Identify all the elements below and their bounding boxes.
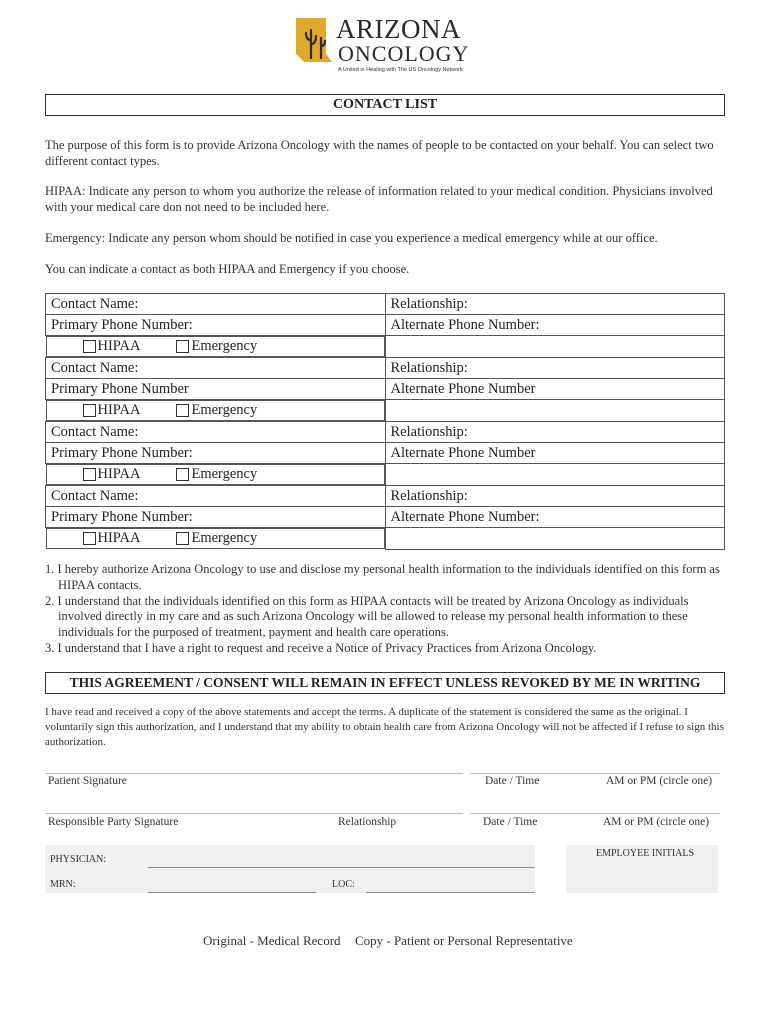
- acknowledgement-paragraph: I have read and received a copy of the above statements and accept the terms. A duplicate of the statement is considered the same as the original. I voluntarily sign this authorization, and I understand that my ability to obtain health care from Arizona Oncology will not be affected if I refuse to sign this authorization.: [45, 706, 724, 748]
- mrn-label: MRN:: [50, 879, 76, 890]
- am-pm-label: AM or PM (circle one): [603, 816, 710, 828]
- empty-cell: [385, 464, 725, 486]
- contact-row-phone: [46, 443, 725, 464]
- arizona-state-cactus-icon: [296, 18, 332, 62]
- am-pm-label: AM or PM (circle one): [606, 775, 713, 787]
- primary-phone-field[interactable]: Primary Phone Number:: [46, 315, 386, 336]
- checkbox-square-icon[interactable]: [83, 468, 96, 481]
- checkbox-square-icon[interactable]: [176, 404, 189, 417]
- contact-type-cell: [46, 528, 385, 549]
- contact-row-name: [46, 422, 725, 443]
- loc-line[interactable]: [366, 892, 534, 893]
- relationship-field[interactable]: Relationship:: [385, 294, 725, 315]
- arizona-oncology-logo: [292, 14, 472, 76]
- statement-item: 2. I understand that the individuals identified on this form as HIPAA contacts will be treated by Arizona Oncology as individuals involved directly in my care and as such Arizona Oncology will be allowed to release my personal health information to these individuals for the purposed of treatment, payment and health care operations.: [45, 593, 689, 640]
- primary-phone-field[interactable]: Primary Phone Number:: [46, 443, 386, 464]
- empty-cell: [385, 400, 725, 422]
- patient-signature-line[interactable]: [45, 773, 463, 774]
- contact-type-cell: [46, 464, 385, 485]
- office-use-panel: [45, 845, 535, 893]
- hipaa-label: HIPAA: [97, 338, 141, 354]
- logo-title: ARIZONA: [336, 14, 461, 44]
- statement-item: 3. I understand that I have a right to request and receive a Notice of Privacy Practices from Arizona Oncology.: [45, 640, 597, 655]
- statements-list: [45, 562, 725, 657]
- employee-initials-label: EMPLOYEE INITIALS: [596, 848, 695, 859]
- emergency-label: Emergency: [191, 402, 258, 418]
- purpose-paragraph: The purpose of this form is to provide Arizona Oncology with the names of people to be contacted on your behalf. You can select two different contact types.: [45, 138, 714, 168]
- contact-row-type: [46, 336, 725, 358]
- emergency-label: Emergency: [191, 338, 258, 354]
- contact-row-name: [46, 486, 725, 507]
- contact-row-name: [46, 294, 725, 315]
- alternate-phone-field[interactable]: Alternate Phone Number:: [385, 507, 725, 528]
- checkbox-square-icon[interactable]: [83, 404, 96, 417]
- primary-phone-field[interactable]: Primary Phone Number: [46, 379, 386, 400]
- mrn-line[interactable]: [148, 892, 316, 893]
- checkbox-square-icon[interactable]: [83, 340, 96, 353]
- hipaa-checkbox[interactable]: [83, 402, 141, 419]
- contact-row-phone: [46, 379, 725, 400]
- physician-line[interactable]: [148, 867, 534, 868]
- hipaa-label: HIPAA: [97, 466, 141, 482]
- emergency-checkbox[interactable]: [176, 402, 257, 419]
- hipaa-label: HIPAA: [97, 530, 141, 546]
- responsible-party-signature-line[interactable]: [45, 813, 463, 814]
- checkbox-square-icon[interactable]: [176, 468, 189, 481]
- hipaa-checkbox[interactable]: [83, 466, 141, 483]
- both-paragraph: You can indicate a contact as both HIPAA and Emergency if you choose.: [45, 262, 410, 276]
- date-time-line[interactable]: [470, 813, 720, 814]
- contact-name-field[interactable]: Contact Name:: [46, 422, 386, 443]
- checkbox-square-icon[interactable]: [176, 340, 189, 353]
- emergency-label: Emergency: [191, 466, 258, 482]
- alternate-phone-field[interactable]: Alternate Phone Number:: [385, 315, 725, 336]
- date-time-label: Date / Time: [483, 816, 538, 828]
- contact-row-type: [46, 400, 725, 422]
- responsible-party-label: Responsible Party Signature: [48, 816, 179, 828]
- alternate-phone-field[interactable]: Alternate Phone Number: [385, 443, 725, 464]
- statement-item: 1. I hereby authorize Arizona Oncology to use and disclose my personal health information to the individuals identified on this form as HIPAA contacts.: [45, 562, 720, 592]
- footer-original: Original - Medical Record: [203, 933, 341, 948]
- relationship-label: Relationship: [338, 816, 397, 828]
- hipaa-checkbox[interactable]: [83, 530, 141, 547]
- logo-tagline: A United in Healing with The US Oncology Network: [338, 67, 463, 73]
- contact-type-cell: [46, 400, 385, 421]
- form-title: CONTACT LIST: [45, 94, 725, 116]
- emergency-checkbox[interactable]: [176, 466, 257, 483]
- contact-type-cell: [46, 336, 385, 357]
- emergency-checkbox[interactable]: [176, 338, 257, 355]
- primary-phone-field[interactable]: Primary Phone Number:: [46, 507, 386, 528]
- contacts-table: [45, 293, 725, 550]
- hipaa-label: HIPAA: [97, 402, 141, 418]
- contact-row-phone: [46, 315, 725, 336]
- relationship-field[interactable]: Relationship:: [385, 358, 725, 379]
- relationship-field[interactable]: Relationship:: [385, 422, 725, 443]
- checkbox-square-icon[interactable]: [83, 532, 96, 545]
- agreement-banner: THIS AGREEMENT / CONSENT WILL REMAIN IN EFFECT UNLESS REVOKED BY ME IN WRITING: [45, 672, 725, 694]
- empty-cell: [385, 528, 725, 550]
- contact-name-field[interactable]: Contact Name:: [46, 486, 386, 507]
- emergency-label: Emergency: [191, 530, 258, 546]
- emergency-paragraph: Emergency: Indicate any person whom should be notified in case you experience a medical emergency while at our office.: [45, 231, 658, 245]
- contact-row-name: [46, 358, 725, 379]
- contact-name-field[interactable]: Contact Name:: [46, 294, 386, 315]
- hipaa-paragraph: HIPAA: Indicate any person to whom you authorize the release of information related to your medical condition. Physicians involved with your medical care don not need to be included here.: [45, 184, 713, 214]
- contact-row-type: [46, 464, 725, 486]
- patient-signature-label: Patient Signature: [48, 775, 127, 787]
- empty-cell: [385, 336, 725, 358]
- logo-subtitle: ONCOLOGY: [338, 41, 470, 66]
- hipaa-checkbox[interactable]: [83, 338, 141, 355]
- relationship-field[interactable]: Relationship:: [385, 486, 725, 507]
- contact-row-type: [46, 528, 725, 550]
- emergency-checkbox[interactable]: [176, 530, 257, 547]
- date-time-label: Date / Time: [485, 775, 540, 787]
- footer-copy: Copy - Patient or Personal Representative: [355, 933, 573, 948]
- date-time-line[interactable]: [470, 773, 720, 774]
- alternate-phone-field[interactable]: Alternate Phone Number: [385, 379, 725, 400]
- checkbox-square-icon[interactable]: [176, 532, 189, 545]
- contact-row-phone: [46, 507, 725, 528]
- physician-label: PHYSICIAN:: [50, 854, 107, 865]
- loc-label: LOC:: [332, 879, 355, 890]
- contact-name-field[interactable]: Contact Name:: [46, 358, 386, 379]
